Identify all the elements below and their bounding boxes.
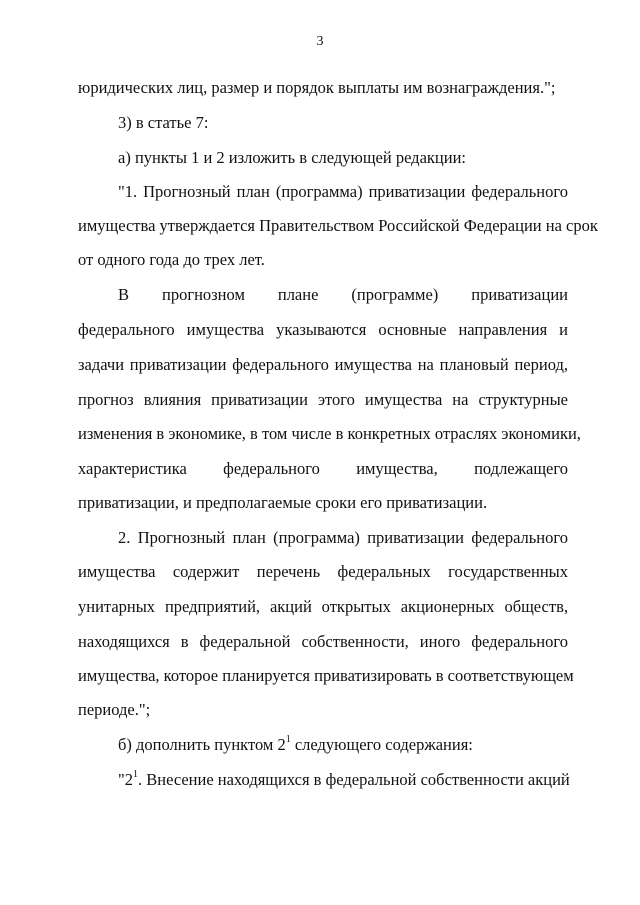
- text-line: "1. Прогнозный план (программа) приватизации федерального: [118, 182, 568, 201]
- text-fragment: следующего содержания:: [290, 735, 473, 754]
- text-line: имущества утверждается Правительством Российской Федерации на срок: [78, 216, 598, 235]
- text-line: задачи приватизации федерального имущества на плановый период,: [78, 355, 568, 374]
- text-line: федерального имущества указываются основные направления и: [78, 320, 568, 339]
- text-line: [118, 735, 568, 755]
- text-line: унитарных предприятий, акций открытых акционерных обществ,: [78, 597, 568, 616]
- text-line: имущества, которое планируется приватизировать в соответствующем: [78, 666, 574, 685]
- text-line: имущества содержит перечень федеральных государственных: [78, 562, 568, 581]
- text-line: от одного года до трех лет.: [78, 250, 265, 269]
- text-line: В прогнозном плане (программе) приватизации: [118, 285, 568, 304]
- text-line: характеристика федерального имущества, подлежащего: [78, 459, 568, 478]
- page-number: 3: [316, 34, 324, 49]
- text-fragment: . Внесение находящихся в федеральной собственности акций: [138, 770, 570, 789]
- superscript: 1: [133, 768, 138, 780]
- text-line: изменения в экономике, в том числе в конкретных отраслях экономики,: [78, 424, 581, 443]
- text-line: [118, 770, 568, 790]
- text-line: прогноз влияния приватизации этого имущества на структурные: [78, 390, 568, 409]
- text-line: а) пункты 1 и 2 изложить в следующей редакции:: [118, 148, 466, 167]
- text-line: периоде.";: [78, 700, 151, 719]
- text-line: 3) в статье 7:: [118, 113, 209, 132]
- text-line: юридических лиц, размер и порядок выплаты им вознаграждения.";: [78, 78, 556, 97]
- text-fragment: "2: [118, 770, 133, 789]
- text-line: 2. Прогнозный план (программа) приватизации федерального: [118, 528, 568, 547]
- superscript: 1: [285, 733, 291, 745]
- text-line: находящихся в федеральной собственности, иного федерального: [78, 632, 568, 651]
- text-line: приватизации, и предполагаемые сроки его приватизации.: [78, 493, 488, 512]
- text-fragment: б) дополнить пунктом 2: [118, 735, 286, 754]
